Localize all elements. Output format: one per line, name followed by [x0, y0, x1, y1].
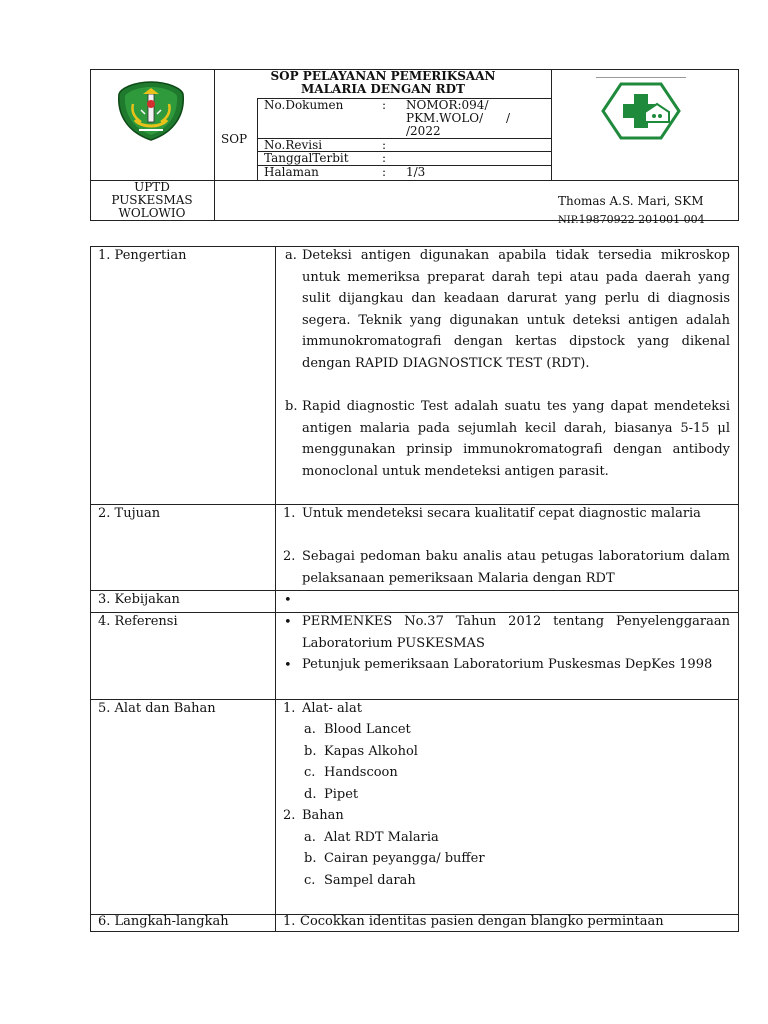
no-dokumen-value-line3: /2022	[406, 124, 441, 138]
no-dokumen-value-line1: NOMOR:094/	[406, 98, 489, 112]
alat-item-d-marker: d.	[304, 787, 317, 802]
bahan-group-marker: 2.	[283, 808, 296, 823]
no-revisi-label: No.Revisi	[264, 138, 323, 152]
alat-item-c-marker: c.	[304, 765, 316, 780]
pengertian-b-text: Rapid diagnostic Test adalah suatu tes yang dapat mendeteksi antigen malaria pada sejumlah kecil darah, biasanya 5-15 μl menggunakan prinsip immunokromatografi dengan antibody monoclonal untuk mendeteksi antigen parasit.	[302, 399, 730, 479]
nip-value: 19870922 201001 004	[578, 213, 705, 226]
tujuan-2-text: Sebagai pedoman baku analis atau petugas laboratorium dalam pelaksanaan pemeriksaan Malaria dengan RDT	[302, 549, 730, 586]
signatory-name: Thomas A.S. Mari, SKM	[558, 194, 704, 208]
bahan-item-c-marker: c.	[304, 873, 316, 888]
halaman-colon: :	[382, 165, 387, 179]
tanggal-terbit-label: TanggalTerbit	[264, 151, 349, 165]
org-line2: PUSKESMAS	[111, 193, 193, 207]
kebijakan-bullet: •	[284, 593, 292, 608]
bahan-group-title: Bahan	[302, 808, 344, 823]
sop-label: SOP	[221, 132, 248, 146]
bahan-item-a-marker: a.	[304, 830, 316, 845]
label-alat-bahan: 5. Alat dan Bahan	[98, 701, 216, 716]
referensi-2-text: Petunjuk pemeriksaan Laboratorium Puskesmas DepKes 1998	[302, 657, 713, 672]
pengertian-a-text: Deteksi antigen digunakan apabila tidak tersedia mikroskop untuk memeriksa preparat darah tepi atau pada daerah yang sulit dijangkau dan keadaan darurat yang perlu di diagnosis segera. Teknik yang digunakan untuk deteksi antigen adalah immunokromatografi dengan kertas dipstock yang dikenal dengan RAPID DIAGNOSTICK TEST (RDT).	[302, 248, 730, 371]
sop-title-line2: MALARIA DENGAN RDT	[301, 82, 465, 96]
alat-item-b-text: Kapas Alkohol	[324, 744, 418, 759]
referensi-1-bullet: •	[284, 615, 292, 630]
pengertian-a-marker: a.	[285, 248, 297, 263]
alat-group-title: Alat- alat	[302, 701, 362, 716]
nip	[558, 208, 705, 227]
langkah-1-marker: 1.	[283, 914, 296, 929]
pengertian-b-marker: b.	[285, 399, 298, 414]
no-dokumen-colon: :	[382, 98, 387, 112]
nip-label: NIP.	[558, 215, 579, 226]
tanggal-terbit-colon: :	[382, 151, 387, 165]
org-line3: WOLOWIO	[118, 206, 186, 220]
langkah-1-text: Cocokkan identitas pasien dengan blangko permintaan	[300, 914, 664, 929]
referensi-1-text: PERMENKES No.37 Tahun 2012 tentang Penyelenggaraan Laboratorium PUSKESMAS	[302, 614, 730, 651]
puskesmas-logo	[601, 82, 681, 140]
label-pengertian: 1. Pengertian	[98, 248, 187, 263]
label-tujuan: 2. Tujuan	[98, 506, 161, 521]
halaman-value: 1/3	[406, 165, 426, 179]
bahan-item-c-text: Sampel darah	[324, 873, 416, 888]
label-kebijakan: 3. Kebijakan	[98, 592, 180, 607]
referensi-2-bullet: •	[284, 658, 292, 673]
alat-item-a-marker: a.	[304, 722, 316, 737]
no-dokumen-label: No.Dokumen	[264, 98, 344, 112]
halaman-label: Halaman	[264, 165, 319, 179]
bahan-item-a-text: Alat RDT Malaria	[324, 830, 439, 845]
alat-item-a-text: Blood Lancet	[324, 722, 411, 737]
sop-title-line1: SOP PELAYANAN PEMERIKSAAN	[270, 69, 496, 83]
alat-item-d-text: Pipet	[324, 787, 359, 802]
label-langkah: 6. Langkah-langkah	[98, 914, 229, 929]
alat-item-b-marker: b.	[304, 744, 317, 759]
bahan-item-b-text: Cairan peyangga/ buffer	[324, 851, 485, 866]
alat-group-marker: 1.	[283, 701, 296, 716]
tujuan-1-text: Untuk mendeteksi secara kualitatif cepat diagnostic malaria	[302, 506, 701, 521]
tujuan-2-marker: 2.	[283, 549, 296, 564]
no-revisi-colon: :	[382, 138, 387, 152]
alat-item-c-text: Handscoon	[324, 765, 398, 780]
label-referensi: 4. Referensi	[98, 614, 178, 629]
no-dokumen-value-line2: PKM.WOLO/ /	[406, 111, 511, 125]
regional-emblem-logo	[115, 80, 187, 142]
org-line1: UPTD	[134, 180, 170, 194]
tujuan-1-marker: 1.	[283, 506, 296, 521]
bahan-item-b-marker: b.	[304, 851, 317, 866]
